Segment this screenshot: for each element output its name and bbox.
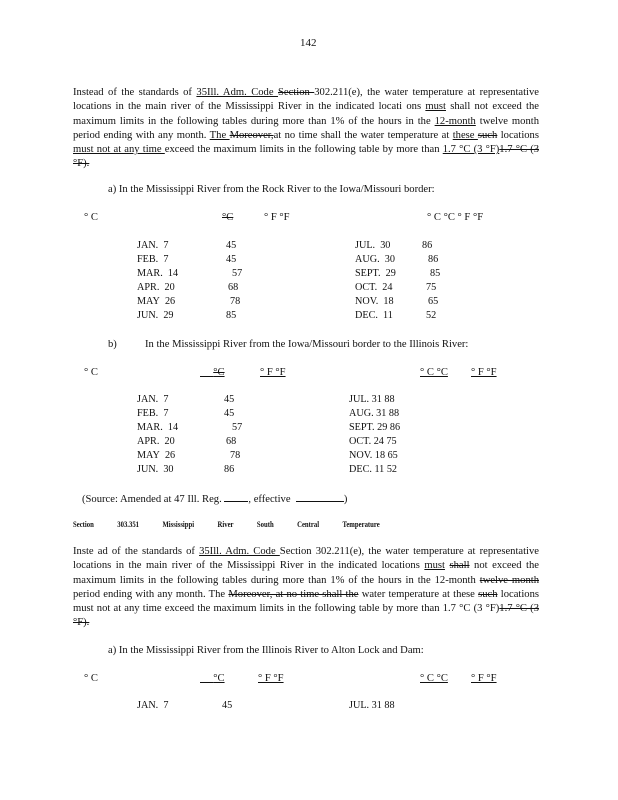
deleted-text: Moreover, <box>229 129 274 141</box>
deleted-text: twelve month <box>479 574 540 586</box>
intro-paragraph <box>73 86 539 172</box>
inserted-text: 1.7 °C (3 °F) <box>442 144 500 156</box>
table-row: OCT. 24 <box>355 282 393 293</box>
inserted-text: The <box>209 129 230 141</box>
text-run: Section 302.211(e), the water temperature at representative locations in the main river of the Mississippi River in the indicated locations <box>73 546 539 572</box>
table-row: MAR. 14 <box>137 422 179 433</box>
inserted-text: 12-month <box>434 115 476 127</box>
table-row: JUL. 31 88 <box>349 394 395 405</box>
table-cell-f: 68 <box>228 282 239 293</box>
table-cell-f: 86 <box>428 254 439 265</box>
table-row: JUL. 31 88 <box>349 700 395 711</box>
text-run: not exceed the maximum limits in the following tables during more than 1% of the hours in the 12-month <box>73 560 539 586</box>
deleted-text: shall <box>449 560 470 572</box>
table-a2-hdr-c: °C <box>213 673 225 684</box>
table-cell-f: 57 <box>232 268 243 279</box>
text-run: at no time shall the water temperature at <box>273 129 453 141</box>
text-run: exceed the maximum limits in the following table by more than <box>164 144 443 156</box>
table-cell-f: 86 <box>224 464 235 475</box>
table-cell-f: 68 <box>226 436 237 447</box>
table-row: NOV. 18 <box>355 296 394 307</box>
table-row: AUG. 30 <box>355 254 395 265</box>
table-row: APR. 20 <box>137 436 175 447</box>
deleted-text: Moreover, at no time shall the <box>228 588 359 600</box>
section-paragraph <box>73 545 539 631</box>
table-cell-f: 85 <box>430 268 441 279</box>
table-row: NOV. 18 65 <box>349 450 398 461</box>
table-row: JAN. 7 <box>137 240 169 251</box>
subsection-a-title: a) In the Mississippi River from the Rock River to the Iowa/Missouri border: <box>108 184 435 195</box>
text-run: shall not exceed the maximum limits in the following tables during more than 1% of the hours in the <box>73 101 539 127</box>
section-heading: Section 303.351 Mississippi River South Central Temperature <box>73 519 380 529</box>
text-run: 302.211(e), the water temperature at representative locations in the main river of the Mississippi River in the indicated locati ons <box>73 87 539 113</box>
table-row: SEPT. 29 <box>355 268 396 279</box>
inserted-text: these <box>452 129 478 141</box>
table-b-deg-c: ° C <box>84 367 98 378</box>
table-row: SEPT. 29 86 <box>349 422 401 433</box>
subsection-a2-title: a) In the Mississippi River from the Illinois River to Alton Lock and Dam: <box>108 645 424 656</box>
inserted-text: 35Ill. Adm. Code <box>199 546 280 557</box>
subsection-b-title: In the Mississippi River from the Iowa/Missouri border to the Illinois River: <box>145 339 469 350</box>
inserted-text: 35Ill. Adm. Code <box>196 87 279 98</box>
table-cell-f: 45 <box>222 700 233 711</box>
table-row: DEC. 11 <box>355 310 393 321</box>
table-a2-hdr-rf: ° F °F <box>471 673 497 684</box>
table-cell-f: 78 <box>230 450 241 461</box>
blank-date <box>296 491 344 502</box>
deleted-text: such <box>477 129 498 141</box>
table-a-hdr-c: °C <box>222 212 234 223</box>
subsection-b-label: b) <box>108 339 117 350</box>
table-row: FEB. 7 <box>137 254 169 265</box>
table-row: AUG. 31 88 <box>349 408 400 419</box>
table-cell-f: 75 <box>426 282 437 293</box>
inserted-text: must <box>425 101 446 113</box>
text-run: water temperature at these <box>358 588 479 600</box>
inserted-text: must <box>424 560 445 572</box>
text-run: period ending with any month. The <box>73 588 229 600</box>
source-note: (Source: Amended at 47 Ill. Reg. , effective ) <box>82 491 347 505</box>
text-run: locations <box>497 129 539 141</box>
table-a2-hdr-rc: ° C °C <box>420 673 448 684</box>
text-run: locations must not at any time exceed the maximum limits in the following table by more than 1.7 °C (3 °F) <box>73 588 539 615</box>
table-cell-f: 65 <box>428 296 439 307</box>
deleted-text: Section <box>278 87 315 98</box>
table-cell-f: 52 <box>426 310 437 321</box>
table-row: JAN. 7 <box>137 700 169 711</box>
blank-volume <box>224 491 248 502</box>
table-cell-f: 78 <box>230 296 241 307</box>
table-cell-f: 86 <box>422 240 433 251</box>
table-a-hdr-right: ° C °C ° F °F <box>427 212 484 223</box>
table-row: MAY 26 <box>137 450 176 461</box>
text-run: twelve month period ending with any month. <box>73 115 540 141</box>
table-row: MAY 26 <box>137 296 176 307</box>
deleted-text: 1.7 °C (3 °F). <box>73 144 540 170</box>
table-row: JAN. 7 <box>137 394 169 405</box>
table-cell-f: 45 <box>226 240 237 251</box>
table-cell-f: 45 <box>226 254 237 265</box>
table-a2-deg-c: ° C <box>84 673 98 684</box>
table-cell-f: 57 <box>232 422 243 433</box>
table-b-hdr-c: °C <box>213 367 225 378</box>
text-run: Inste ad of the standards of <box>73 546 200 557</box>
inserted-text: must not at any time <box>73 144 165 156</box>
table-a2-hdr-f: ° F °F <box>258 673 284 684</box>
table-cell-f: 85 <box>226 310 237 321</box>
table-cell-f: 45 <box>224 394 235 405</box>
table-a-hdr-f: ° F °F <box>264 212 290 223</box>
deleted-text: such <box>478 588 498 600</box>
table-row: MAR. 14 <box>137 268 179 279</box>
table-b-hdr-rc: ° C °C <box>420 367 448 378</box>
table-row: JUN. 30 <box>137 464 174 475</box>
table-row: DEC. 11 52 <box>349 464 398 475</box>
text-run: Instead of the standards of <box>73 87 197 98</box>
table-row: APR. 20 <box>137 282 175 293</box>
table-row: FEB. 7 <box>137 408 169 419</box>
table-row: OCT. 24 75 <box>349 436 397 447</box>
table-b-hdr-f: ° F °F <box>260 367 286 378</box>
table-row: JUL. 30 <box>355 240 391 251</box>
table-cell-f: 45 <box>224 408 235 419</box>
table-b-hdr-rf: ° F °F <box>471 367 497 378</box>
table-a-deg-c: ° C <box>84 212 98 223</box>
page-number: 142 <box>300 37 317 49</box>
deleted-text: 1.7 °C (3 °F). <box>73 603 540 629</box>
table-row: JUN. 29 <box>137 310 174 321</box>
